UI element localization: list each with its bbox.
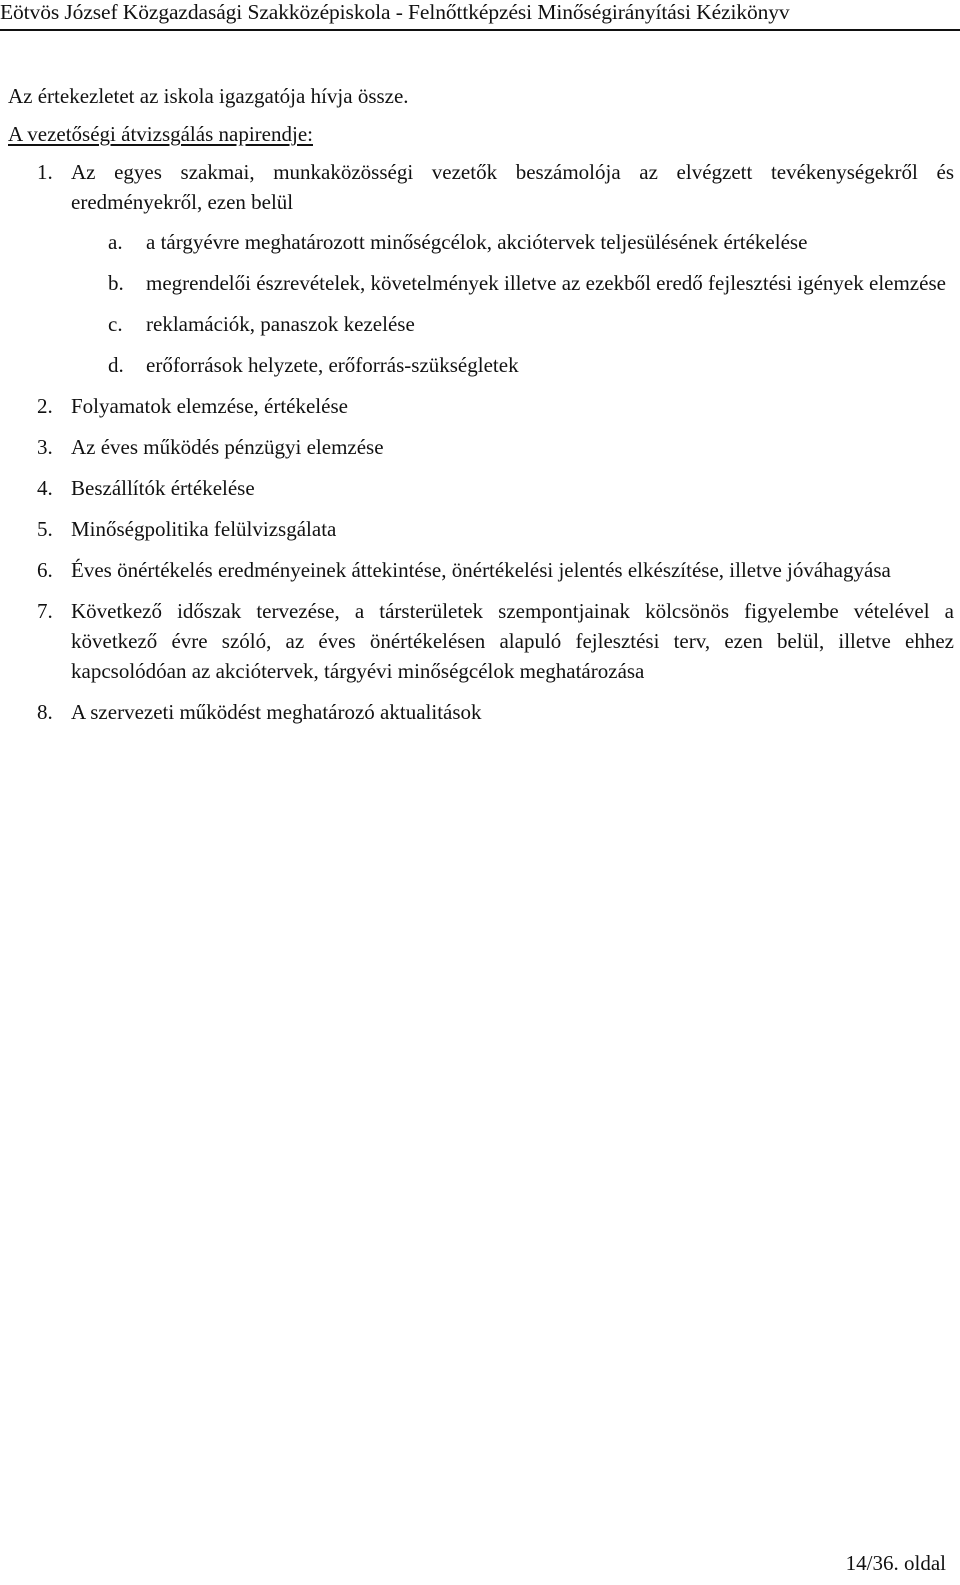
agenda-item-text: Az egyes szakmai, munkaközösségi vezetők beszámolója az elvégzett tevékenységekről és eredményekről, ezen belül [71,160,954,214]
agenda-subitem-letter: b. [108,271,124,295]
agenda-item-number: 6. [37,558,53,582]
agenda-item-number: 1. [37,160,53,184]
agenda-item-number: 4. [37,476,53,500]
agenda-item-number: 7. [37,599,53,623]
document-header [0,0,960,30]
agenda-item-number: 3. [37,435,53,459]
agenda-subitem-d [8,350,954,380]
agenda-item-number: 8. [37,700,53,724]
agenda-item-text: Folyamatok elemzése, értékelése [71,394,348,418]
agenda-item-text: Éves önértékelés eredményeinek áttekintése, önértékelési jelentés elkészítése, illetve jóváhagyása [71,558,891,582]
agenda-item-text: Beszállítók értékelése [71,476,255,500]
agenda-item-5 [8,514,954,544]
agenda-item-text: A szervezeti működést meghatározó aktualitások [71,700,482,724]
agenda-subitem-text: a tárgyévre meghatározott minőségcélok, akciótervek teljesülésének értékelése [146,230,808,254]
agenda-heading-text: A vezetőségi átvizsgálás napirendje: [8,122,313,146]
document-body [8,81,954,738]
agenda-item-text: Minőségpolitika felülvizsgálata [71,517,337,541]
agenda-subitem-letter: a. [108,230,123,254]
agenda-item-6 [8,555,954,585]
header-title: Eötvös József Közgazdasági Szakközépiskola - Felnőttképzési Minőségirányítási Kézikönyv [0,0,790,24]
agenda-item-text: Következő időszak tervezése, a társterületek szempontjainak kölcsönös figyelembe vételével a következő évre szóló, az éves önértékelésen alapuló fejlesztési terv, ezen belül, illetve ehhez kapcsolódóan az akciótervek, tárgyévi minőségcélok meghatározása [71,599,954,683]
agenda-item-8 [8,697,954,727]
agenda-item-4 [8,473,954,503]
intro-sentence: Az értekezletet az iskola igazgatója hívja össze. [8,84,409,108]
agenda-subitem-letter: c. [108,312,123,336]
agenda-item-number: 2. [37,394,53,418]
agenda-item-number: 5. [37,517,53,541]
agenda-list [8,157,954,727]
agenda-subitem-text: reklamációk, panaszok kezelése [146,312,415,336]
agenda-subitem-text: megrendelői észrevételek, követelmények illetve az ezekből eredő fejlesztési igények elemzése [146,271,946,295]
agenda-item-1 [8,157,954,380]
header-divider [0,29,960,31]
agenda-heading [8,119,954,157]
agenda-subitem-c [8,309,954,339]
agenda-subitem-letter: d. [108,353,124,377]
agenda-item-7 [8,596,954,686]
agenda-subitem-a [8,227,954,257]
agenda-item-3 [8,432,954,462]
page-number: 14/36. oldal [845,1551,946,1575]
agenda-item-2 [8,391,954,421]
agenda-item-text: Az éves működés pénzügyi elemzése [71,435,384,459]
agenda-subitem-text: erőforrások helyzete, erőforrás-szükségletek [146,353,519,377]
agenda-subitem-b [8,268,954,298]
agenda-sublist [71,227,954,380]
